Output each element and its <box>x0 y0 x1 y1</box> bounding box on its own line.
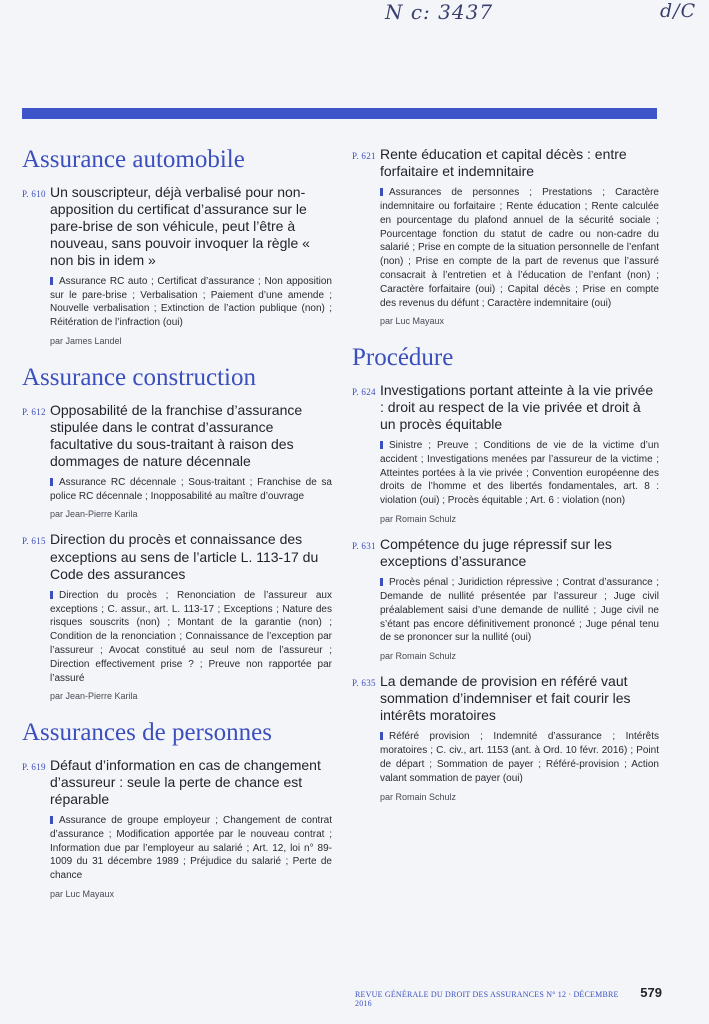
keywords <box>50 589 332 686</box>
article-entry <box>352 673 659 801</box>
page-reference: P. 615 <box>22 536 46 547</box>
keywords-text: Procès pénal ; Juridiction répressive ; Contrat d’assurance ; Demande de nullité présentée par l’assureur ; Juge civil préalablement saisi d’une demande de nullité ; Juge civil ne s’étant pas encore définitivement prononcé ; Juge pénal tenu de se prononcer sur la nullité (oui) <box>380 577 659 644</box>
keywords <box>50 476 332 504</box>
page-reference: P. 612 <box>22 406 46 417</box>
bullet-marker-icon <box>50 591 53 599</box>
handwritten-initials: d/C <box>660 0 697 22</box>
author: par Jean-Pierre Karila <box>50 509 138 520</box>
page-reference: P. 610 <box>22 188 46 199</box>
author: par Jean-Pierre Karila <box>50 691 138 702</box>
bullet-marker-icon <box>50 478 53 486</box>
keywords <box>380 730 659 785</box>
bullet-marker-icon <box>380 188 383 196</box>
article-title: Rente éducation et capital décès : entre forfaitaire et indemnitaire <box>380 146 627 180</box>
keywords-text: Assurance de groupe employeur ; Changement de contrat d’assurance ; Modification apportée par le nouveau contrat ; Information due par l’employeur au salarié ; Art. 12, loi n° 89-1009 du 31 décembre 1989 ; Préjudice du salarié ; Perte de chance <box>50 815 332 882</box>
bullet-marker-icon <box>380 441 383 449</box>
page-reference: P. 624 <box>352 386 376 397</box>
section-title: Assurances de personnes <box>22 719 272 747</box>
keywords-text: Assurance RC auto ; Certificat d’assurance ; Non apposition sur le pare-brise ; Verbalisation ; Paiement d’une amende ; Nouvelle verbalisation ; Extinction de l’action publique (non) ; Réitération de l’infraction (oui) <box>50 275 332 329</box>
journal-name: REVUE GÉNÉRALE DU DROIT DES ASSURANCES N° 12 · DÉCEMBRE 2016 <box>355 990 619 1008</box>
author: par Romain Schulz <box>380 791 457 802</box>
author: par Luc Mayaux <box>50 889 115 900</box>
page-reference: P. 619 <box>22 761 46 772</box>
left-column <box>22 146 332 911</box>
keywords-text: Assurance RC décennale ; Sous-traitant ; Franchise de sa police RC décennale ; Inopposabilité au maître d’ouvrage <box>50 476 332 502</box>
bullet-marker-icon <box>50 277 53 285</box>
article-entry <box>22 531 332 701</box>
keywords <box>380 576 659 645</box>
author: par James Landel <box>50 336 122 347</box>
page-number: 579 <box>640 985 662 1000</box>
keywords-text: Référé provision ; Indemnité d’assurance ; Intérêts moratoires ; C. civ., art. 1153 (ant. à Ord. 10 févr. 2016) ; Point de départ ; Sommation de payer ; Référé-provision ; Action valant sommation de payer (oui) <box>380 731 659 784</box>
author: par Romain Schulz <box>380 651 457 662</box>
keywords <box>50 814 332 883</box>
article-title: Investigations portant atteinte à la vie privée : droit au respect de la vie privée et droit à un procès équitable <box>380 381 654 432</box>
keywords-text: Assurances de personnes ; Prestations ; Caractère indemnitaire ou forfaitaire ; Rente éducation ; Rente calculée en pourcentage du plafond annuel de la sécurité sociale ; Pourcentage fonction du statut de cadre ou non-cadre du salarié ; Prise en compte de la situation personnelle de l’enfant (non) ; Prise en compte de la part de revenus que l’assuré consacrait à l’entretien et à l’éducation de l’enfant (non) ; Caractère forfaitaire (oui) ; Capital décès ; Prise en compte des revenus du défunt ; Caractère indemnitaire (oui) <box>380 187 659 309</box>
article-entry <box>352 536 659 661</box>
page-footer <box>355 985 662 1008</box>
article-entry <box>22 757 332 899</box>
article-title: Défaut d’information en cas de changement d’assureur : seule la perte de chance est réparable <box>50 756 321 807</box>
article-title: Opposabilité de la franchise d’assurance stipulée dans le contrat d’assurance facultative du sous-traitant à raison des dommages de nature décennale <box>50 401 303 469</box>
bullet-marker-icon <box>380 578 383 586</box>
bullet-marker-icon <box>50 816 53 824</box>
section-title: Procédure <box>352 344 454 372</box>
section-title: Assurance automobile <box>22 146 245 173</box>
right-column <box>352 146 659 814</box>
handwritten-reference: N c: 3437 <box>385 0 494 24</box>
article-title: La demande de provision en référé vaut sommation d’indemniser et fait courir les intérêts moratoires <box>380 673 631 724</box>
article-entry <box>352 382 659 524</box>
article-entry <box>352 146 659 326</box>
bullet-marker-icon <box>380 732 383 740</box>
page-reference: P. 621 <box>352 151 376 161</box>
header-rule <box>22 108 657 119</box>
article-title: Direction du procès et connaissance des exceptions au sens de l’article L. 113-17 du Code des assurances <box>50 531 319 582</box>
keywords-text: Direction du procès ; Renonciation de l’assureur aux exceptions ; C. assur., art. L. 113-17 ; Exceptions ; Nature des risques souscrits (non) ; Montant de la garantie (non) ; Condition de la renonciation ; Connaissance de l’exception par l’assureur ; Avocat constitué au seul nom de l’assureur ; Direction effectivement prise ? ; Preuve non rapportée par l’assuré <box>50 589 332 684</box>
keywords <box>50 275 332 330</box>
section-title: Assurance construction <box>22 364 256 392</box>
page-reference: P. 635 <box>352 678 376 689</box>
article-title: Un souscripteur, déjà verbalisé pour non-apposition du certificat d’assurance sur le pare-brise de son véhicule, peut l’être à nouveau, sans pouvoir invoquer la règle « non bis in idem » <box>50 183 310 268</box>
page-reference: P. 631 <box>352 541 376 552</box>
article-title: Compétence du juge répressif sur les exceptions d’assurance <box>380 536 612 570</box>
keywords-text: Sinistre ; Preuve ; Conditions de vie de la victime d’un accident ; Investigations menées par l’assureur de la victime ; Atteintes portées à la vie privée ; Convention européenne des droits de l’homme et des libertés fondamentales, art. 8 : violation (oui) ; Procès équitable ; Art. 6 : violation (non) <box>380 440 659 507</box>
keywords <box>380 439 659 508</box>
author: par Romain Schulz <box>380 514 457 525</box>
article-entry <box>22 402 332 520</box>
article-entry <box>22 184 332 347</box>
keywords <box>380 186 659 310</box>
author: par Luc Mayaux <box>380 316 445 327</box>
